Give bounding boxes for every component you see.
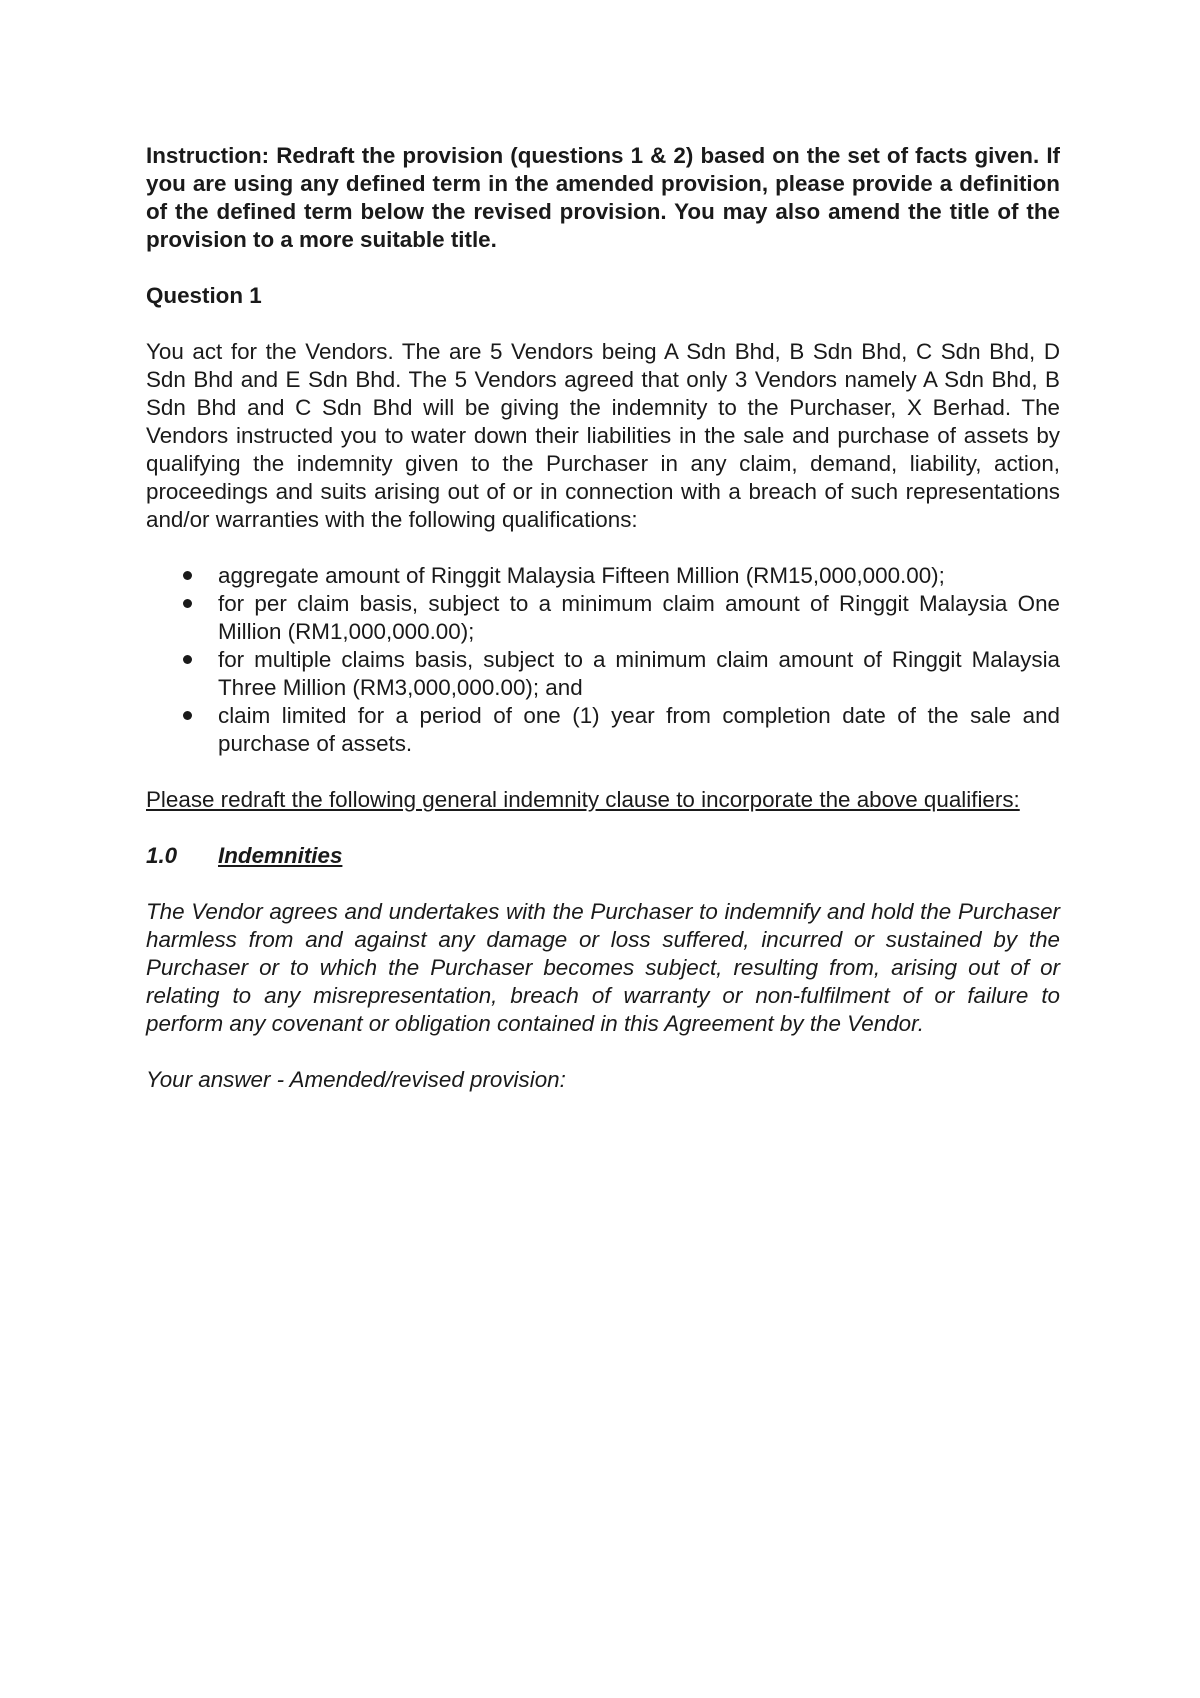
qualifier-text: claim limited for a period of one (1) year from completion date of the sale and purchase of assets. (218, 703, 1060, 756)
qualifier-text: aggregate amount of Ringgit Malaysia Fifteen Million (RM15,000,000.00); (218, 563, 945, 588)
list-item (146, 562, 1060, 590)
facts-paragraph: You act for the Vendors. The are 5 Vendors being A Sdn Bhd, B Sdn Bhd, C Sdn Bhd, D Sdn Bhd and E Sdn Bhd. The 5 Vendors agreed that only 3 Vendors namely A Sdn Bhd, B Sdn Bhd and C Sdn Bhd will be giving the indemnity to the Purchaser, X Berhad. The Vendors instructed you to water down their liabilities in the sale and purchase of assets by qualifying the indemnity given to the Purchaser in any claim, demand, liability, action, proceedings and suits arising out of or in connection with a breach of such representations and/or warranties with the following qualifications: (146, 339, 1060, 532)
bullet-icon (183, 571, 192, 580)
qualifier-text: for per claim basis, subject to a minimum claim amount of Ringgit Malaysia One Million (RM1,000,000.00); (218, 591, 1060, 644)
qualifier-text: for multiple claims basis, subject to a minimum claim amount of Ringgit Malaysia Three Million (RM3,000,000.00); and (218, 647, 1060, 700)
bullet-icon (183, 599, 192, 608)
clause-number: 1.0 (146, 843, 178, 868)
clause-heading (146, 842, 1060, 870)
answer-label: Your answer - Amended/revised provision: (146, 1067, 566, 1092)
clause-body: The Vendor agrees and undertakes with the Purchaser to indemnify and hold the Purchaser harmless from and against any damage or loss suffered, incurred or sustained by the Purchaser or to which the Purchaser becomes subject, resulting from, arising out of or relating to any misrepresentation, breach of warranty or non-fulfilment of or failure to perform any covenant or obligation contained in this Agreement by the Vendor. (146, 899, 1060, 1036)
qualifiers-list (146, 562, 1060, 758)
list-item (146, 702, 1060, 758)
redraft-instruction: Please redraft the following general indemnity clause to incorporate the above qualifiers: (146, 787, 1020, 812)
document-content (146, 142, 1060, 1094)
bullet-icon (183, 711, 192, 720)
instruction-paragraph: Instruction: Redraft the provision (questions 1 & 2) based on the set of facts given. If you are using any defined term in the amended provision, please provide a definition of the defined term below the revised provision. You may also amend the title of the provision to a more suitable title. (146, 143, 1060, 252)
list-item (146, 590, 1060, 646)
list-item (146, 646, 1060, 702)
clause-title: Indemnities (218, 843, 343, 868)
question-heading: Question 1 (146, 283, 262, 308)
bullet-icon (183, 655, 192, 664)
